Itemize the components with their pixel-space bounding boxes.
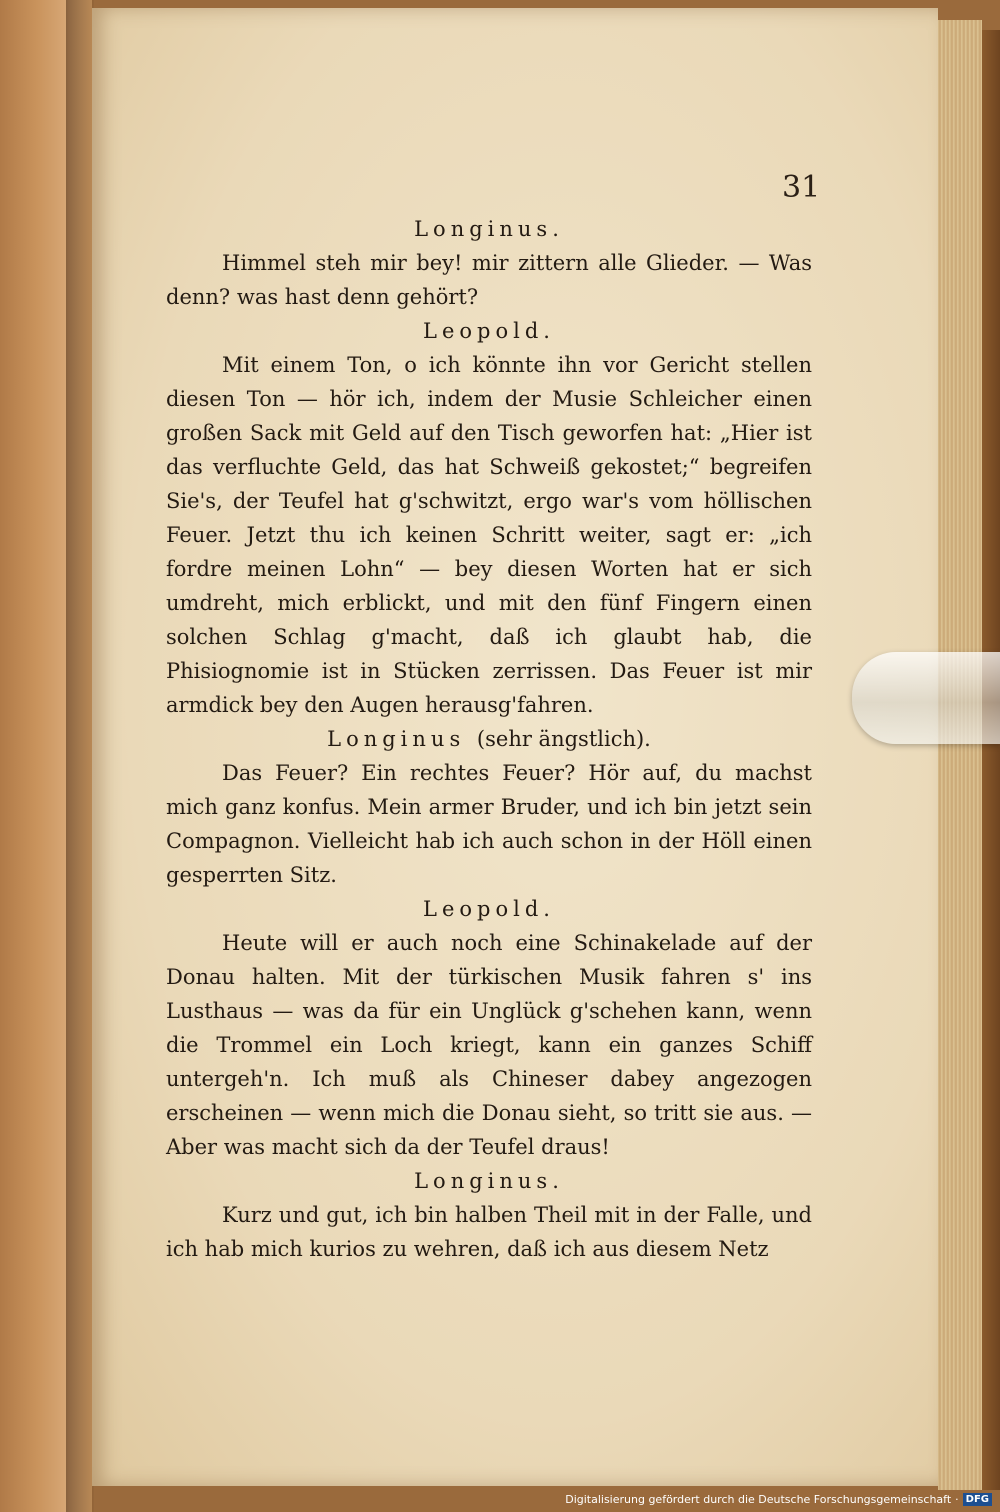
book-gutter [66,0,94,1512]
speaker-name: Longinus [327,727,466,751]
dfg-logo: DFG [963,1493,992,1506]
speaker-heading [166,314,812,348]
bookmark-clip [852,652,1000,744]
book-cover-edge [982,30,1000,1490]
footer-text: Digitalisierung gefördert durch die Deutsche Forschungsgemeinschaft [565,1493,952,1506]
speaker-heading [166,722,812,756]
dialogue-paragraph: Mit einem Ton, o ich könnte ihn vor Gericht stellen diesen Ton — hör ich, indem der Musie Schleicher einen großen Sack mit Geld auf den Tisch geworfen hat: „Hier ist das verfluchte Geld, das hat Schweiß gekostet;“ begreifen Sie's, der Teufel hat g'schwitzt, ergo war's vom höllischen Feuer. Jetzt thu ich keinen Schritt weiter, sagt er: „ich fordre meinen Lohn“ — bey diesen Worten hat er sich umdreht, mich erblickt, und mit den fünf Fingern einen solchen Schlag g'macht, daß ich glaubt hab, die Phisiognomie ist in Stücken zerrissen. Das Feuer ist mir armdick bey den Augen herausg'fahren. [166,353,812,717]
page-number: 31 [782,170,821,205]
speaker-name: Leopold. [423,897,555,921]
dialogue-paragraph: Heute will er auch noch eine Schinakelade auf der Donau halten. Mit der türkischen Musik fahren s' ins Lusthaus — was da für ein Unglück g'schehen kann, wenn die Trommel ein Loch kriegt, kann ein ganzes Schiff untergeh'n. Ich muß als Chineser dabey angezogen erscheinen — wenn mich die Donau sieht, so tritt sie aus. — Aber was macht sich da der Teufel draus! [166,931,812,1159]
dialogue-paragraph: Das Feuer? Ein rechtes Feuer? Hör auf, du machst mich ganz konfus. Mein armer Bruder, und ich bin jetzt sein Compagnon. Vielleicht hab ich auch schon in der Höll einen gesperrten Sitz. [166,761,812,887]
dialogue-paragraph: Himmel steh mir bey! mir zittern alle Glieder. — Was denn? was hast denn gehört? [166,251,812,309]
speaker-name: Leopold. [423,319,555,343]
footer-credit: Digitalisierung gefördert durch die Deutsche Forschungsgemeinschaft · DFG [565,1493,992,1506]
speaker-heading [166,892,812,926]
speaker-name: Longinus. [414,1169,564,1193]
speaker-heading [166,212,812,246]
dialogue-paragraph: Kurz und gut, ich bin halben Theil mit in der Falle, und ich hab mich kurios zu wehren, daß ich aus diesem Netz [166,1203,812,1261]
page-block-edges [938,20,982,1490]
page-text [166,212,812,1266]
speaker-heading [166,1164,812,1198]
stage-direction: (sehr ängstlich). [476,727,651,751]
speaker-name: Longinus. [414,217,564,241]
